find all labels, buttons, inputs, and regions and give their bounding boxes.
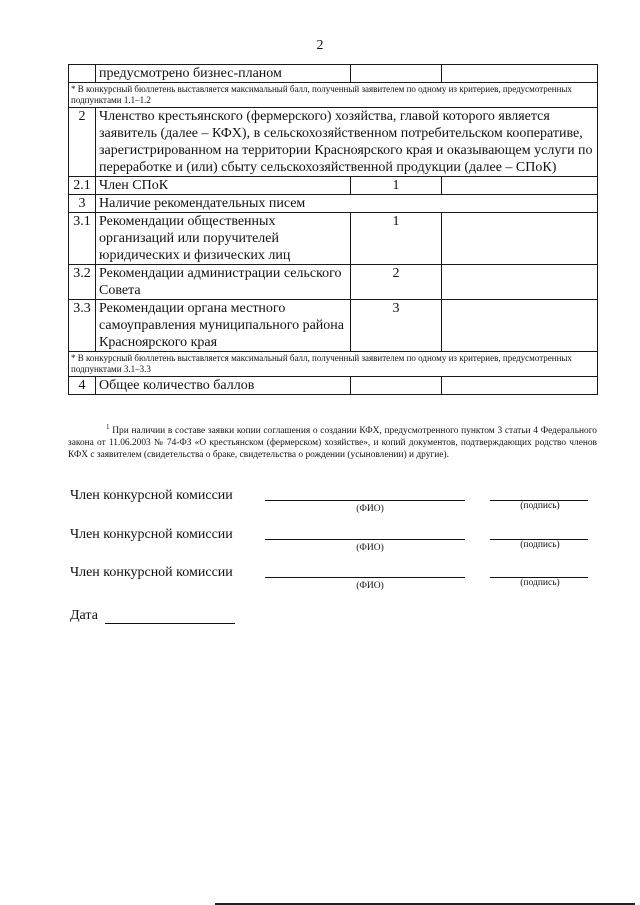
signature-label: Член конкурсной комиссии [70,565,233,580]
table-row [69,108,598,177]
score-cell [442,265,598,300]
criterion-number: 3.2 [69,265,96,300]
criterion-score: 2 [351,265,442,300]
fio-line [265,577,465,578]
table-row [69,65,598,83]
footnote [68,421,597,461]
footnote-text: При наличии в составе заявки копии соглашения о создании КФХ, предусмотренного пунктом 3 статьи 4 Федерального закона от 11.06.2003 № 74-ФЗ «О крестьянском (фермерском) хозяйстве», и копий документов, подтверждающих родство членов КФХ с заявителем (свидетельства о браке, свидетельства о рождении (усыновлении) и другие). [68,426,597,461]
criterion-score: 1 [351,177,442,195]
signature-label: Член конкурсной комиссии [70,488,233,503]
criterion-score: 1 [351,213,442,265]
footnote-mark: 1 [106,423,110,431]
score-cell [442,377,598,395]
criteria-table [68,64,598,395]
criterion-number: 3.3 [69,300,96,352]
table-row-total [69,377,598,395]
criterion-text: Наличие рекомендательных писем [96,195,598,213]
date-line [105,623,235,624]
signature-label: Член конкурсной комиссии [70,527,233,542]
criterion-text: Рекомендации органа местного самоуправления муниципального района Красноярского края [96,300,351,352]
table-row [69,177,598,195]
score-cell [442,300,598,352]
criterion-score: 3 [351,300,442,352]
criterion-text: Общее количество баллов [96,377,351,395]
score-cell [442,177,598,195]
table-row [69,265,598,300]
criterion-number: 2 [69,108,96,177]
signature-caption: (подпись) [520,578,560,588]
fio-line [265,539,465,540]
score-cell [442,213,598,265]
signature-caption: (подпись) [520,501,560,511]
page-number: 2 [316,38,324,53]
table-note-row [69,83,598,108]
criterion-number: 2.1 [69,177,96,195]
fio-caption: (ФИО) [356,504,384,514]
criterion-number: 4 [69,377,96,395]
criterion-number: 3.1 [69,213,96,265]
criterion-text: Рекомендации администрации сельского Совета [96,265,351,300]
fio-caption: (ФИО) [356,543,384,553]
table-row [69,213,598,265]
fio-caption: (ФИО) [356,581,384,591]
fio-line [265,500,465,501]
table-note: * В конкурсный бюллетень выставляется максимальный балл, полученный заявителем по одному из критериев, предусмотренных подпунктами 1.1–1.2 [69,83,598,108]
criterion-text: Член СПоК [96,177,351,195]
table-row [69,195,598,213]
criterion-text: предусмотрено бизнес-планом [96,65,351,83]
criterion-text: Рекомендации общественных организаций или поручителей юридических и физических лиц [96,213,351,265]
signature-caption: (подпись) [520,540,560,550]
table-note-row [69,352,598,377]
criterion-text: Членство крестьянского (фермерского) хозяйства, главой которого является заявитель (далее – КФХ), в сельскохозяйственном потребительском кооперативе, зарегистрированном на территории Красноярского края и оказывающем услуги по переработке и (или) сбыту сельскохозяйственной продукции (далее – СПоК) [96,108,598,177]
table-row [69,300,598,352]
date-label: Дата [70,608,98,623]
score-cell [351,377,442,395]
criterion-number: 3 [69,195,96,213]
table-note: * В конкурсный бюллетень выставляется максимальный балл, полученный заявителем по одному из критериев, предусмотренных подпунктами 3.1–3.3 [69,352,598,377]
